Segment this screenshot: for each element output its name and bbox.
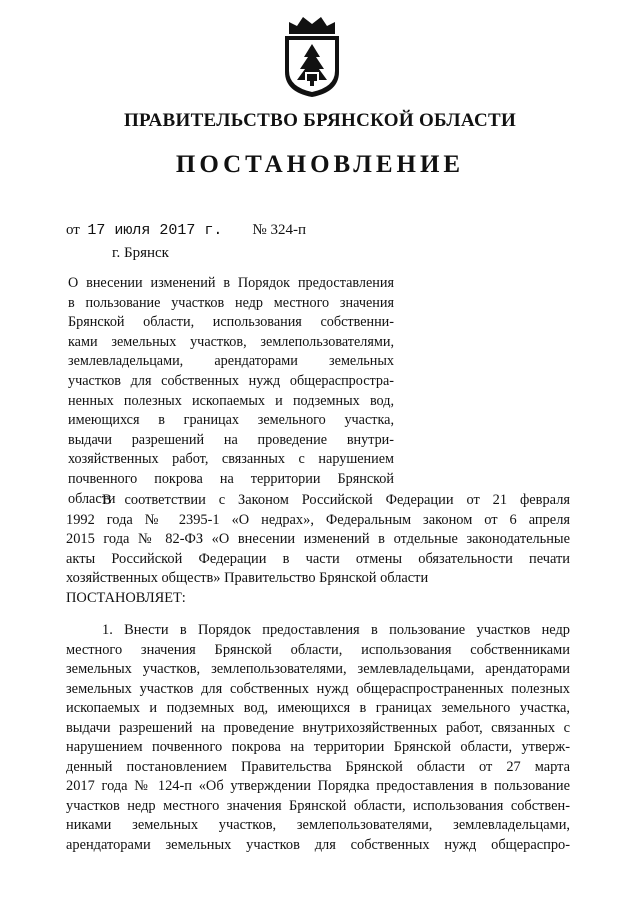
date-number-line [66, 222, 306, 239]
title-line: ненных полезных ископаемых и подземных вод, [68, 392, 394, 409]
title-line: имеющихся в границах земельного участка, [68, 412, 394, 429]
date-prefix: от [66, 222, 80, 238]
item-line: ископаемых и подземных вод, имеющихся в границах земельного участка, [66, 700, 570, 716]
preamble-line: В соответствии с Законом Российской Федерации от 21 февраля [102, 492, 570, 508]
title-line: выдачи разрешений на проведение внутри- [68, 431, 394, 448]
item-line: арендаторами земельных участков для собственных нужд общераспро- [66, 836, 570, 853]
preamble-line: 1992 года № 2395-1 «О недрах», Федеральным законом от 6 апреля [66, 511, 570, 528]
item-line: выдачи разрешений на проведение внутрихозяйственных работ, связанных с [66, 719, 570, 736]
item-line: 1. Внести в Порядок предоставления в пользование участков недр [102, 622, 570, 638]
title-line: почвенного покрова на территории Брянской [68, 470, 394, 487]
title-line: ками земельных участков, землепользователями, [68, 333, 394, 350]
item-line: земельных участков для собственных нужд общераспространенных полезных [66, 680, 570, 697]
document-date: 17 июля 2017 г. [87, 222, 223, 239]
document-number: № 324-п [252, 222, 306, 238]
item-line: местного значения Брянской области, использования собственниками [66, 641, 570, 658]
document-title [68, 274, 394, 509]
title-line: О внесении изменений в Порядок предоставления [68, 275, 394, 291]
item-line: никами земельных участков, землепользователями, землевладельцами, [66, 817, 570, 833]
item-line: нарушением почвенного покрова на территории Брянской области, утверж- [66, 739, 570, 755]
title-line: хозяйственных работ, связанных с нарушением [68, 451, 394, 468]
document-type: ПОСТАНОВЛЕНИЕ [175, 151, 465, 178]
title-line: землевладельцами, арендаторами земельных [68, 353, 394, 370]
preamble-line: 2015 года № 82-ФЗ «О внесении изменений в отдельные законодательные [66, 531, 570, 547]
title-line: области [68, 490, 116, 507]
resolves-heading: ПОСТАНОВЛЯЕТ: [66, 589, 186, 606]
title-line: участков для собственных нужд общераспростра- [68, 372, 394, 389]
government-name: ПРАВИТЕЛЬСТВО БРЯНСКОЙ ОБЛАСТИ [123, 110, 517, 131]
preamble-paragraph [66, 491, 570, 608]
item-line: 2017 года № 124-п «Об утверждении Порядка предоставления в пользование [66, 778, 570, 794]
item-line: участков недр местного значения Брянской области, использования собствен- [66, 797, 570, 814]
preamble-line: хозяйственных обществ» Правительство Брянской области [66, 570, 429, 586]
title-line: Брянской области, использования собственни- [68, 314, 394, 331]
item-1-paragraph [66, 621, 570, 855]
city: г. Брянск [112, 245, 169, 261]
coat-of-arms-icon [281, 14, 343, 98]
item-line: денный постановлением Правительства Брянской области от 27 марта [66, 758, 570, 775]
preamble-line: акты Российской Федерации в части отмены обязательности печати [66, 550, 570, 567]
title-line: в пользование участков недр местного значения [68, 294, 394, 311]
item-line: земельных участков, землепользователями, землевладельцами, арендаторами [66, 661, 570, 677]
